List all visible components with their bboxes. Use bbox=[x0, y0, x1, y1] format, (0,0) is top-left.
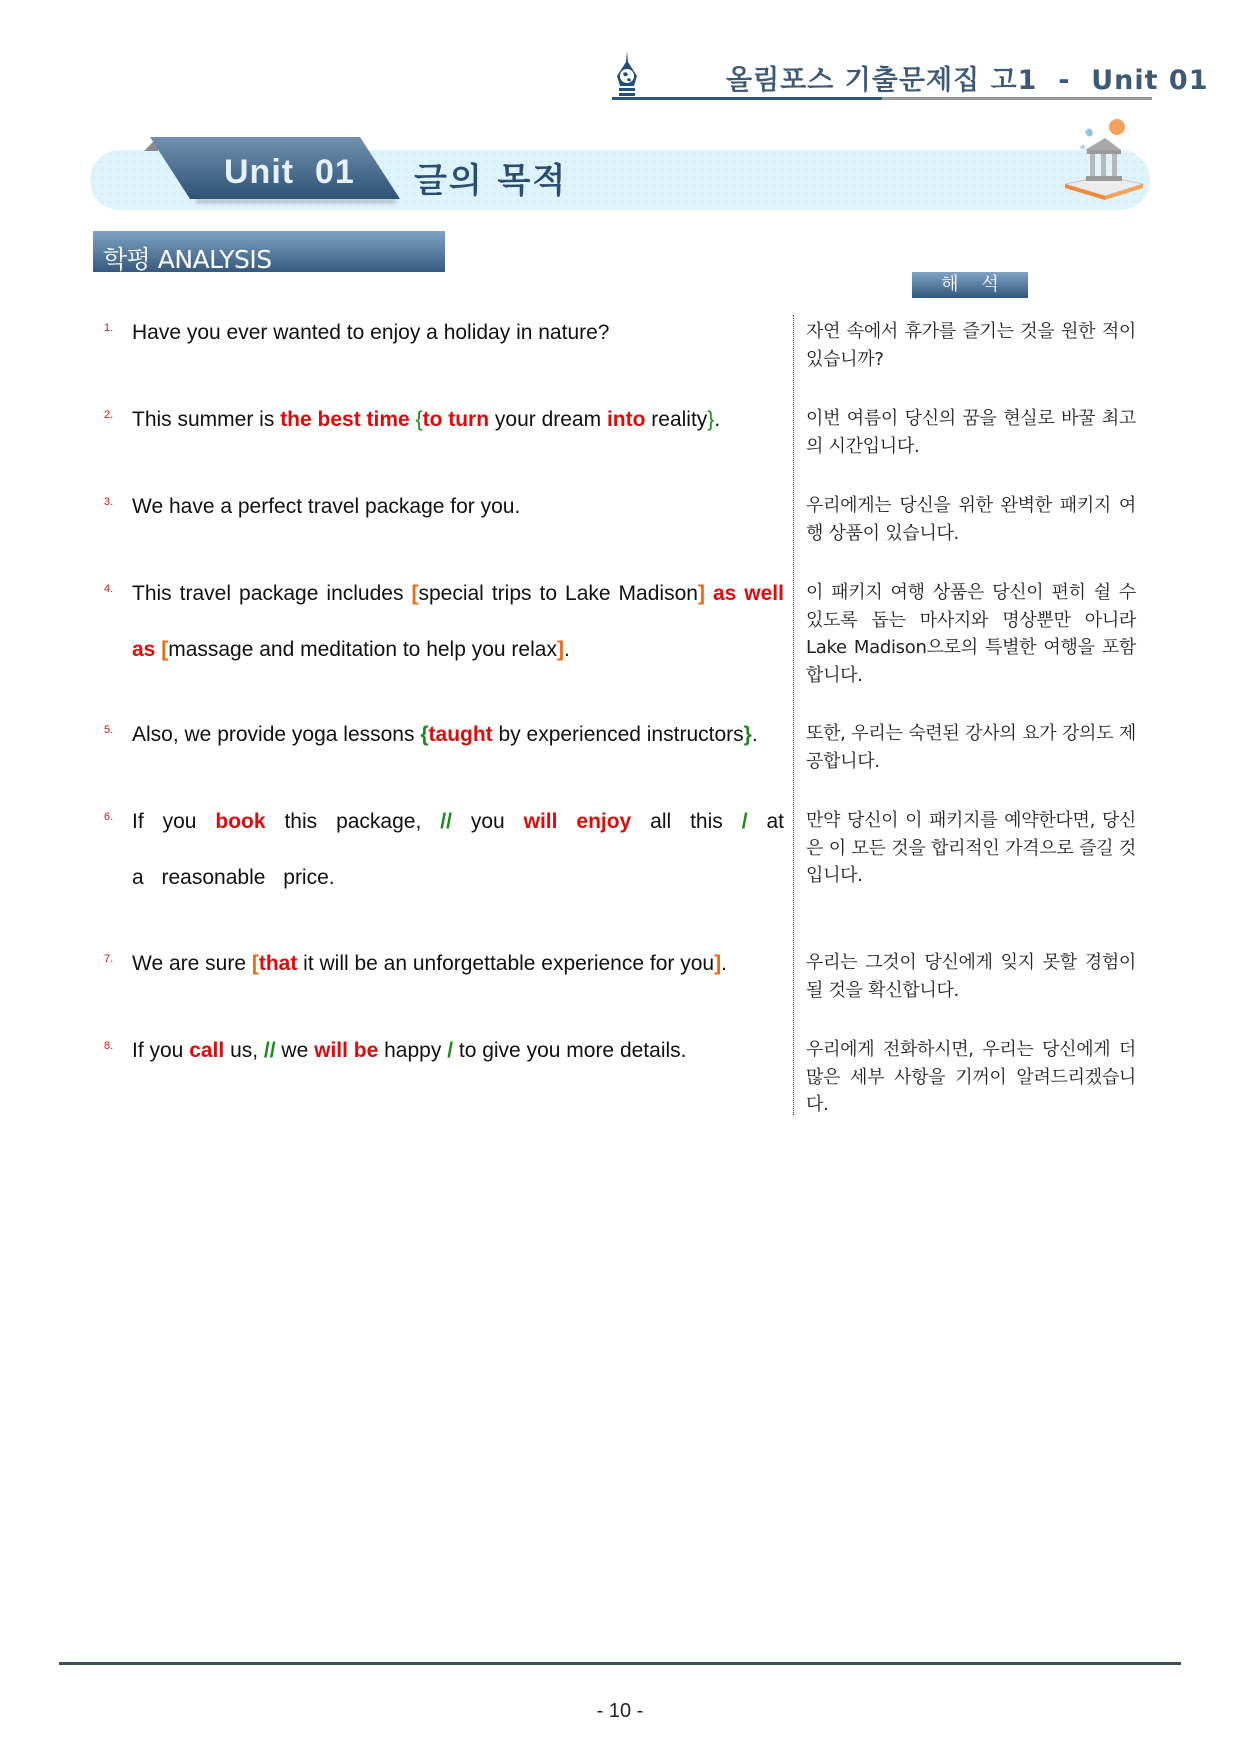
ribbon-shadow bbox=[196, 199, 396, 203]
korean-translation: 우리에게는 당신을 위한 완벽한 패키지 여행 상품이 있습니다. bbox=[806, 495, 1136, 544]
unit-label: Unit 01 bbox=[224, 153, 355, 191]
sentence-text: We are sure bbox=[132, 952, 252, 975]
sentence-text: Have you ever wanted to enjoy a holiday in nature? bbox=[132, 321, 610, 344]
highlight-key-phrase: book bbox=[215, 810, 266, 833]
sentence-text: you bbox=[451, 810, 524, 833]
sentence-number: 3. bbox=[104, 496, 114, 508]
sentence-text: . bbox=[563, 638, 570, 661]
sentence-text: by experienced instructors bbox=[492, 723, 744, 746]
highlight-key-phrase: call bbox=[189, 1039, 225, 1062]
sentence-text: This summer is bbox=[132, 408, 281, 431]
translation-column-badge: 해 석 bbox=[912, 272, 1028, 298]
english-sentence bbox=[132, 566, 784, 678]
clause-bracket-close: ] bbox=[556, 638, 564, 661]
sentence-number: 8. bbox=[104, 1040, 114, 1052]
sentence-text: special trips to Lake Madison bbox=[418, 582, 698, 605]
highlight-key-phrase: into bbox=[606, 408, 646, 431]
clause-bracket-open: [ bbox=[161, 638, 169, 661]
pen-nib-globe-icon bbox=[612, 50, 642, 98]
english-sentence bbox=[132, 305, 784, 361]
header-underline-primary bbox=[612, 97, 882, 100]
sentence-text: it will be an unforgettable experience for you bbox=[297, 952, 715, 975]
sentence-text: us, bbox=[224, 1039, 264, 1062]
highlight-key-phrase: taught bbox=[428, 723, 493, 746]
english-sentence bbox=[132, 479, 784, 535]
korean-translation: 우리는 그것이 당신에게 잊지 못할 경험이 될 것을 확신합니다. bbox=[806, 952, 1136, 1001]
korean-translation: 우리에게 전화하시면, 우리는 당신에게 더 많은 세부 사항을 기꺼이 알려드리겠습니다. bbox=[806, 1039, 1136, 1115]
english-sentence bbox=[132, 794, 784, 906]
modifier-brace-open: { bbox=[415, 408, 423, 431]
greek-temple-book-icon bbox=[1055, 112, 1150, 207]
section-header-analysis bbox=[93, 231, 445, 272]
sentence-number: 6. bbox=[104, 811, 114, 823]
sentence-text: at a reasonable price. bbox=[132, 810, 784, 889]
clause-bracket-close: ] bbox=[697, 582, 705, 605]
sentence-text: . bbox=[714, 408, 721, 431]
sentence-text: We have a perfect travel package for you. bbox=[132, 495, 521, 518]
korean-translation: 이번 여름이 당신의 꿈을 현실로 바꿀 최고의 시간입니다. bbox=[806, 408, 1136, 457]
highlight-key-phrase: the best time bbox=[280, 408, 410, 431]
sentence-text: all this bbox=[631, 810, 742, 833]
sentence-number: 7. bbox=[104, 953, 114, 965]
highlight-key-phrase: to turn bbox=[422, 408, 490, 431]
sentence-number: 1. bbox=[104, 322, 114, 334]
korean-translation: 또한, 우리는 숙련된 강사의 요가 강의도 제공합니다. bbox=[806, 723, 1136, 772]
highlight-key-phrase: that bbox=[258, 952, 298, 975]
sentence-text: massage and meditation to help you relax bbox=[168, 638, 557, 661]
modifier-brace-close: } bbox=[707, 408, 715, 431]
highlight-key-phrase: will be bbox=[314, 1039, 379, 1062]
phrase-divider-mark: / bbox=[741, 810, 748, 833]
clause-bracket-close: ] bbox=[714, 952, 722, 975]
highlight-key-phrase: will enjoy bbox=[523, 810, 632, 833]
footer-rule bbox=[59, 1662, 1181, 1665]
sentence-text: This travel package includes bbox=[132, 582, 412, 605]
section-title: 학평 ANALYSIS bbox=[103, 245, 272, 274]
english-sentence bbox=[132, 1023, 784, 1079]
clause-divider-mark: // bbox=[440, 810, 452, 833]
clause-bracket-open: [ bbox=[251, 952, 259, 975]
phrase-divider-mark: / bbox=[447, 1039, 454, 1062]
sentence-text: we bbox=[275, 1039, 315, 1062]
clause-bracket-open: [ bbox=[411, 582, 419, 605]
modifier-brace-close: } bbox=[743, 723, 752, 746]
modifier-brace-open: { bbox=[420, 723, 429, 746]
english-sentence bbox=[132, 707, 784, 763]
column-divider bbox=[793, 315, 794, 1115]
clause-divider-mark: // bbox=[263, 1039, 276, 1062]
sentence-text: . bbox=[721, 952, 727, 975]
sentence-text: If you bbox=[132, 1039, 190, 1062]
sentence-text: . bbox=[751, 723, 758, 746]
sentence-text: Also, we provide yoga lessons bbox=[132, 723, 421, 746]
sentence-text: happy bbox=[378, 1039, 448, 1062]
sentence-number: 4. bbox=[104, 583, 114, 595]
header-underline-secondary bbox=[882, 97, 1152, 100]
unit-subtitle: 글의 목적 bbox=[414, 161, 568, 201]
highlight-key-phrase: as well as bbox=[132, 582, 784, 661]
sentence-text: to give you more details. bbox=[453, 1039, 687, 1062]
korean-translation: 이 패키지 여행 상품은 당신이 편히 쉴 수 있도록 돕는 마사지와 명상뿐만 아니라 Lake Madison으로의 특별한 여행을 포함합니다. bbox=[806, 582, 1136, 686]
sentence-text: this package, bbox=[265, 810, 441, 833]
sentence-number: 2. bbox=[104, 409, 114, 421]
sentence-text bbox=[705, 582, 713, 605]
sentence-number: 5. bbox=[104, 724, 114, 736]
sentence-text: reality bbox=[645, 408, 708, 431]
page-number: - 10 - bbox=[596, 1700, 644, 1722]
english-sentence bbox=[132, 936, 784, 992]
sentence-text: your dream bbox=[489, 408, 607, 431]
korean-translation: 만약 당신이 이 패키지를 예약한다면, 당신은 이 모든 것을 합리적인 가격으로 즐길 것입니다. bbox=[806, 810, 1136, 886]
book-title-header: 올림포스 기출문제집 고1 - Unit 01 bbox=[726, 65, 1209, 96]
korean-translation: 자연 속에서 휴가를 즐기는 것을 원한 적이 있습니까? bbox=[806, 321, 1136, 370]
sentence-text: If you bbox=[132, 810, 216, 833]
english-sentence bbox=[132, 392, 784, 448]
